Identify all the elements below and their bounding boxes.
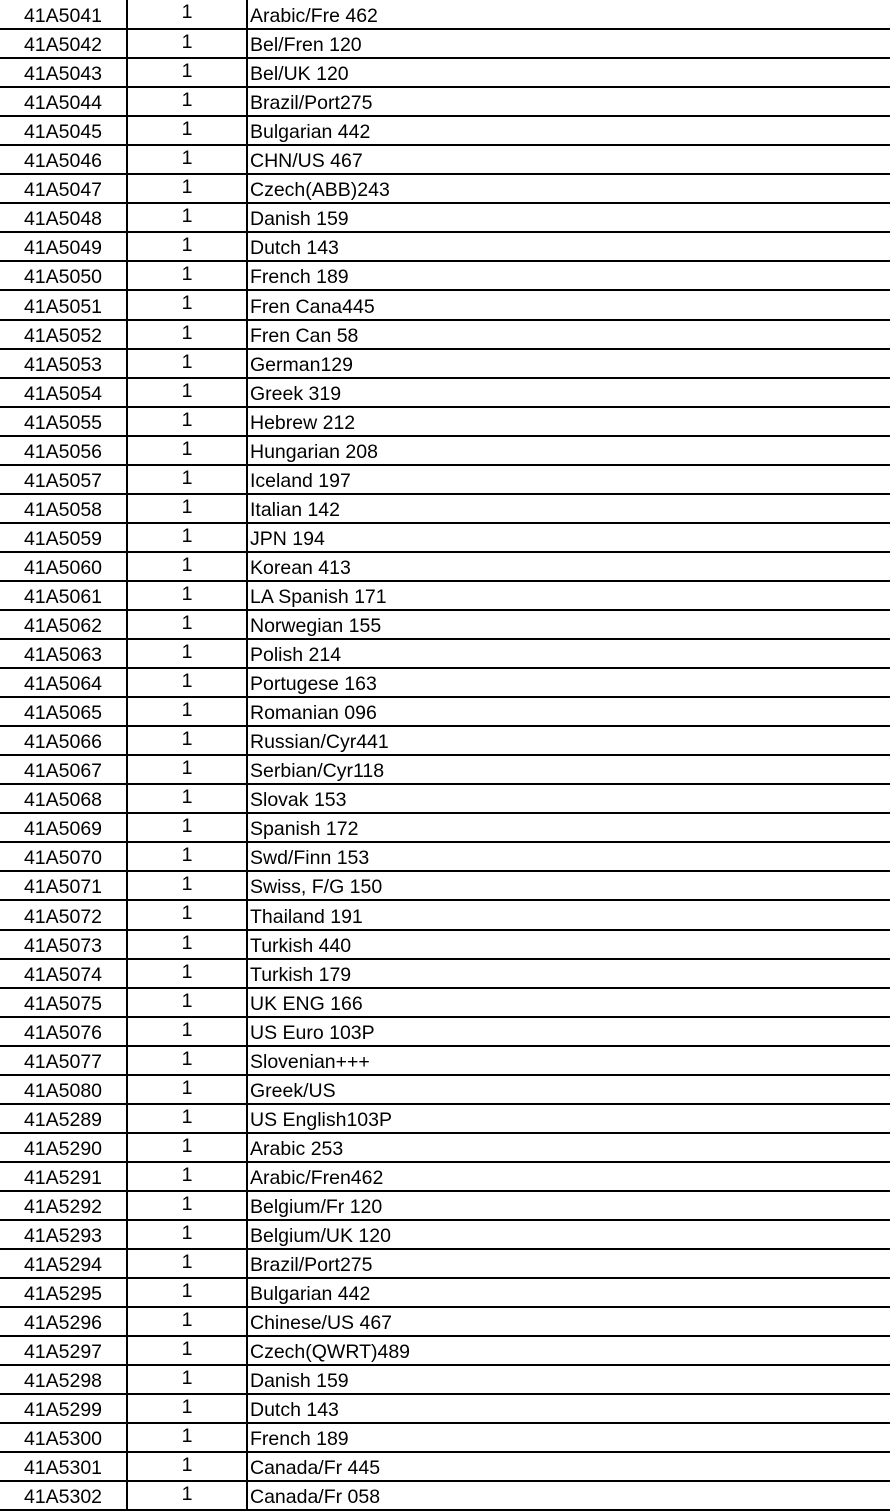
description-cell[interactable]: Italian 142 [247, 494, 890, 523]
table-row [0, 900, 890, 929]
description-cell[interactable]: Norwegian 155 [247, 610, 890, 639]
table-row [0, 290, 890, 319]
quantity-cell[interactable]: 1 [127, 552, 247, 581]
description-cell[interactable]: Russian/Cyr441 [247, 726, 890, 755]
part-number-cell[interactable]: 41A5066 [0, 726, 127, 755]
part-number-cell[interactable]: 41A5291 [0, 1162, 127, 1191]
part-number-cell[interactable]: 41A5076 [0, 1017, 127, 1046]
quantity-cell[interactable]: 1 [127, 232, 247, 261]
description-cell[interactable]: Bulgarian 442 [247, 116, 890, 145]
part-number-cell[interactable]: 41A5054 [0, 378, 127, 407]
table-row [0, 552, 890, 581]
description-cell[interactable]: Turkish 179 [247, 959, 890, 988]
part-number-cell[interactable]: 41A5059 [0, 523, 127, 552]
description-cell[interactable]: Belgium/UK 120 [247, 1220, 890, 1249]
description-cell[interactable]: Iceland 197 [247, 465, 890, 494]
description-cell[interactable]: Belgium/Fr 120 [247, 1191, 890, 1220]
description-cell[interactable]: Arabic/Fre 462 [247, 0, 890, 29]
table-row [0, 1278, 890, 1307]
quantity-cell[interactable]: 1 [127, 87, 247, 116]
part-number-cell[interactable]: 41A5053 [0, 349, 127, 378]
description-cell[interactable]: LA Spanish 171 [247, 581, 890, 610]
description-cell[interactable]: Brazil/Port275 [247, 87, 890, 116]
part-number-cell[interactable]: 41A5289 [0, 1104, 127, 1133]
part-number-cell[interactable]: 41A5042 [0, 29, 127, 58]
quantity-cell[interactable]: 1 [127, 203, 247, 232]
quantity-cell[interactable]: 1 [127, 1133, 247, 1162]
part-number-cell[interactable]: 41A5069 [0, 813, 127, 842]
quantity-cell[interactable]: 1 [127, 29, 247, 58]
description-cell[interactable]: Korean 413 [247, 552, 890, 581]
quantity-cell[interactable]: 1 [127, 1220, 247, 1249]
part-number-cell[interactable]: 41A5045 [0, 116, 127, 145]
table-row [0, 1481, 890, 1510]
quantity-cell[interactable]: 1 [127, 988, 247, 1017]
quantity-cell[interactable]: 1 [127, 668, 247, 697]
table-row [0, 726, 890, 755]
table-row [0, 203, 890, 232]
table-row [0, 930, 890, 959]
part-number-cell[interactable]: 41A5075 [0, 988, 127, 1017]
part-number-cell[interactable]: 41A5298 [0, 1365, 127, 1394]
quantity-cell[interactable]: 1 [127, 1191, 247, 1220]
table-row [0, 784, 890, 813]
part-number-cell[interactable]: 41A5050 [0, 261, 127, 290]
description-cell[interactable]: Danish 159 [247, 1365, 890, 1394]
part-number-cell[interactable]: 41A5290 [0, 1133, 127, 1162]
part-number-cell[interactable]: 41A5065 [0, 697, 127, 726]
part-number-cell[interactable]: 41A5292 [0, 1191, 127, 1220]
part-number-cell[interactable]: 41A5048 [0, 203, 127, 232]
part-number-cell[interactable]: 41A5062 [0, 610, 127, 639]
part-number-cell[interactable]: 41A5077 [0, 1046, 127, 1075]
description-cell[interactable]: Arabic/Fren462 [247, 1162, 890, 1191]
quantity-cell[interactable]: 1 [127, 261, 247, 290]
quantity-cell[interactable]: 1 [127, 407, 247, 436]
quantity-cell[interactable]: 1 [127, 58, 247, 87]
description-cell[interactable]: Dutch 143 [247, 1394, 890, 1423]
quantity-cell[interactable]: 1 [127, 726, 247, 755]
quantity-cell[interactable]: 1 [127, 145, 247, 174]
quantity-cell[interactable]: 1 [127, 1394, 247, 1423]
description-cell[interactable]: JPN 194 [247, 523, 890, 552]
description-cell[interactable]: US Euro 103P [247, 1017, 890, 1046]
quantity-cell[interactable]: 1 [127, 1481, 247, 1510]
part-number-cell[interactable]: 41A5073 [0, 930, 127, 959]
table-row [0, 494, 890, 523]
quantity-cell[interactable]: 1 [127, 349, 247, 378]
description-cell[interactable]: Dutch 143 [247, 232, 890, 261]
table-row [0, 813, 890, 842]
part-number-cell[interactable]: 41A5080 [0, 1075, 127, 1104]
quantity-cell[interactable]: 1 [127, 1452, 247, 1481]
table-row [0, 145, 890, 174]
table-row [0, 871, 890, 900]
description-cell[interactable]: Bel/UK 120 [247, 58, 890, 87]
quantity-cell[interactable]: 1 [127, 1307, 247, 1336]
quantity-cell[interactable]: 1 [127, 610, 247, 639]
table-row [0, 959, 890, 988]
quantity-cell[interactable]: 1 [127, 755, 247, 784]
table-row [0, 697, 890, 726]
description-cell[interactable]: Hungarian 208 [247, 436, 890, 465]
description-cell[interactable]: Czech(ABB)243 [247, 174, 890, 203]
quantity-cell[interactable]: 1 [127, 0, 247, 29]
table-row [0, 174, 890, 203]
description-cell[interactable]: Bel/Fren 120 [247, 29, 890, 58]
table-row [0, 1365, 890, 1394]
description-cell[interactable]: Hebrew 212 [247, 407, 890, 436]
part-number-cell[interactable]: 41A5056 [0, 436, 127, 465]
table-row [0, 29, 890, 58]
quantity-cell[interactable]: 1 [127, 639, 247, 668]
quantity-cell[interactable]: 1 [127, 116, 247, 145]
part-number-cell[interactable]: 41A5296 [0, 1307, 127, 1336]
table-row [0, 1452, 890, 1481]
description-cell[interactable]: Czech(QWRT)489 [247, 1336, 890, 1365]
table-row [0, 1162, 890, 1191]
quantity-cell[interactable]: 1 [127, 1017, 247, 1046]
table-row [0, 755, 890, 784]
part-number-cell[interactable]: 41A5295 [0, 1278, 127, 1307]
description-cell[interactable]: French 189 [247, 1423, 890, 1452]
description-cell[interactable]: Romanian 096 [247, 697, 890, 726]
part-number-cell[interactable]: 41A5046 [0, 145, 127, 174]
table-row [0, 232, 890, 261]
table-row [0, 58, 890, 87]
table-row [0, 407, 890, 436]
part-number-cell[interactable]: 41A5302 [0, 1481, 127, 1510]
table-row [0, 1423, 890, 1452]
table-row [0, 1336, 890, 1365]
table-row [0, 87, 890, 116]
description-cell[interactable]: Arabic 253 [247, 1133, 890, 1162]
part-number-cell[interactable]: 41A5043 [0, 58, 127, 87]
table-row [0, 1394, 890, 1423]
table-row [0, 988, 890, 1017]
quantity-cell[interactable]: 1 [127, 959, 247, 988]
part-number-cell[interactable]: 41A5067 [0, 755, 127, 784]
table-row [0, 1220, 890, 1249]
quantity-cell[interactable]: 1 [127, 1162, 247, 1191]
description-cell[interactable]: Slovenian+++ [247, 1046, 890, 1075]
table-row [0, 581, 890, 610]
part-number-cell[interactable]: 41A5044 [0, 87, 127, 116]
part-number-cell[interactable]: 41A5064 [0, 668, 127, 697]
quantity-cell[interactable]: 1 [127, 290, 247, 319]
table-row [0, 320, 890, 349]
quantity-cell[interactable]: 1 [127, 1365, 247, 1394]
part-number-cell[interactable]: 41A5060 [0, 552, 127, 581]
quantity-cell[interactable]: 1 [127, 900, 247, 929]
part-number-cell[interactable]: 41A5047 [0, 174, 127, 203]
description-cell[interactable]: Polish 214 [247, 639, 890, 668]
description-cell[interactable]: Slovak 153 [247, 784, 890, 813]
quantity-cell[interactable]: 1 [127, 320, 247, 349]
quantity-cell[interactable]: 1 [127, 378, 247, 407]
part-number-cell[interactable]: 41A5072 [0, 900, 127, 929]
table-row [0, 116, 890, 145]
description-cell[interactable]: Brazil/Port275 [247, 1249, 890, 1278]
part-number-cell[interactable]: 41A5052 [0, 320, 127, 349]
description-cell[interactable]: Turkish 440 [247, 930, 890, 959]
part-number-cell[interactable]: 41A5058 [0, 494, 127, 523]
quantity-cell[interactable]: 1 [127, 174, 247, 203]
quantity-cell[interactable]: 1 [127, 784, 247, 813]
part-number-cell[interactable]: 41A5299 [0, 1394, 127, 1423]
part-number-cell[interactable]: 41A5055 [0, 407, 127, 436]
description-cell[interactable]: Greek/US [247, 1075, 890, 1104]
table-row [0, 1075, 890, 1104]
description-cell[interactable]: CHN/US 467 [247, 145, 890, 174]
table-row [0, 1307, 890, 1336]
table-row [0, 842, 890, 871]
description-cell[interactable]: Swiss, F/G 150 [247, 871, 890, 900]
table-row [0, 465, 890, 494]
table-row [0, 1046, 890, 1075]
part-number-cell[interactable]: 41A5051 [0, 290, 127, 319]
part-number-cell[interactable]: 41A5294 [0, 1249, 127, 1278]
quantity-cell[interactable]: 1 [127, 523, 247, 552]
table-row [0, 639, 890, 668]
part-number-cell[interactable]: 41A5068 [0, 784, 127, 813]
quantity-cell[interactable]: 1 [127, 697, 247, 726]
description-cell[interactable]: Serbian/Cyr118 [247, 755, 890, 784]
description-cell[interactable]: Chinese/US 467 [247, 1307, 890, 1336]
table-row [0, 349, 890, 378]
table-row [0, 1104, 890, 1133]
quantity-cell[interactable]: 1 [127, 1075, 247, 1104]
part-number-cell[interactable]: 41A5297 [0, 1336, 127, 1365]
table-row [0, 436, 890, 465]
quantity-cell[interactable]: 1 [127, 494, 247, 523]
description-cell[interactable]: Canada/Fr 058 [247, 1481, 890, 1510]
table-row [0, 610, 890, 639]
part-number-cell[interactable]: 41A5293 [0, 1220, 127, 1249]
description-cell[interactable]: Fren Cana445 [247, 290, 890, 319]
description-cell[interactable]: Greek 319 [247, 378, 890, 407]
part-number-cell[interactable]: 41A5063 [0, 639, 127, 668]
description-cell[interactable]: German129 [247, 349, 890, 378]
quantity-cell[interactable]: 1 [127, 1423, 247, 1452]
description-cell[interactable]: Danish 159 [247, 203, 890, 232]
description-cell[interactable]: US English103P [247, 1104, 890, 1133]
description-cell[interactable]: Spanish 172 [247, 813, 890, 842]
table-row [0, 523, 890, 552]
quantity-cell[interactable]: 1 [127, 1104, 247, 1133]
part-number-cell[interactable]: 41A5057 [0, 465, 127, 494]
part-number-cell[interactable]: 41A5049 [0, 232, 127, 261]
quantity-cell[interactable]: 1 [127, 436, 247, 465]
part-number-cell[interactable]: 41A5300 [0, 1423, 127, 1452]
part-number-cell[interactable]: 41A5071 [0, 871, 127, 900]
quantity-cell[interactable]: 1 [127, 813, 247, 842]
table-row [0, 378, 890, 407]
quantity-cell[interactable]: 1 [127, 1249, 247, 1278]
table-row [0, 0, 890, 29]
quantity-cell[interactable]: 1 [127, 1278, 247, 1307]
part-number-cell[interactable]: 41A5301 [0, 1452, 127, 1481]
table-row [0, 1249, 890, 1278]
quantity-cell[interactable]: 1 [127, 1336, 247, 1365]
description-cell[interactable]: Thailand 191 [247, 900, 890, 929]
description-cell[interactable]: UK ENG 166 [247, 988, 890, 1017]
description-cell[interactable]: Fren Can 58 [247, 320, 890, 349]
part-number-cell[interactable]: 41A5070 [0, 842, 127, 871]
table-row [0, 1191, 890, 1220]
quantity-cell[interactable]: 1 [127, 930, 247, 959]
part-number-cell[interactable]: 41A5041 [0, 0, 127, 29]
part-number-cell[interactable]: 41A5074 [0, 959, 127, 988]
description-cell[interactable]: French 189 [247, 261, 890, 290]
description-cell[interactable]: Bulgarian 442 [247, 1278, 890, 1307]
quantity-cell[interactable]: 1 [127, 842, 247, 871]
quantity-cell[interactable]: 1 [127, 1046, 247, 1075]
description-cell[interactable]: Swd/Finn 153 [247, 842, 890, 871]
quantity-cell[interactable]: 1 [127, 465, 247, 494]
table-row [0, 1017, 890, 1046]
quantity-cell[interactable]: 1 [127, 581, 247, 610]
quantity-cell[interactable]: 1 [127, 871, 247, 900]
part-number-cell[interactable]: 41A5061 [0, 581, 127, 610]
table-row [0, 261, 890, 290]
table-row [0, 668, 890, 697]
description-cell[interactable]: Canada/Fr 445 [247, 1452, 890, 1481]
description-cell[interactable]: Portugese 163 [247, 668, 890, 697]
table-row [0, 1133, 890, 1162]
